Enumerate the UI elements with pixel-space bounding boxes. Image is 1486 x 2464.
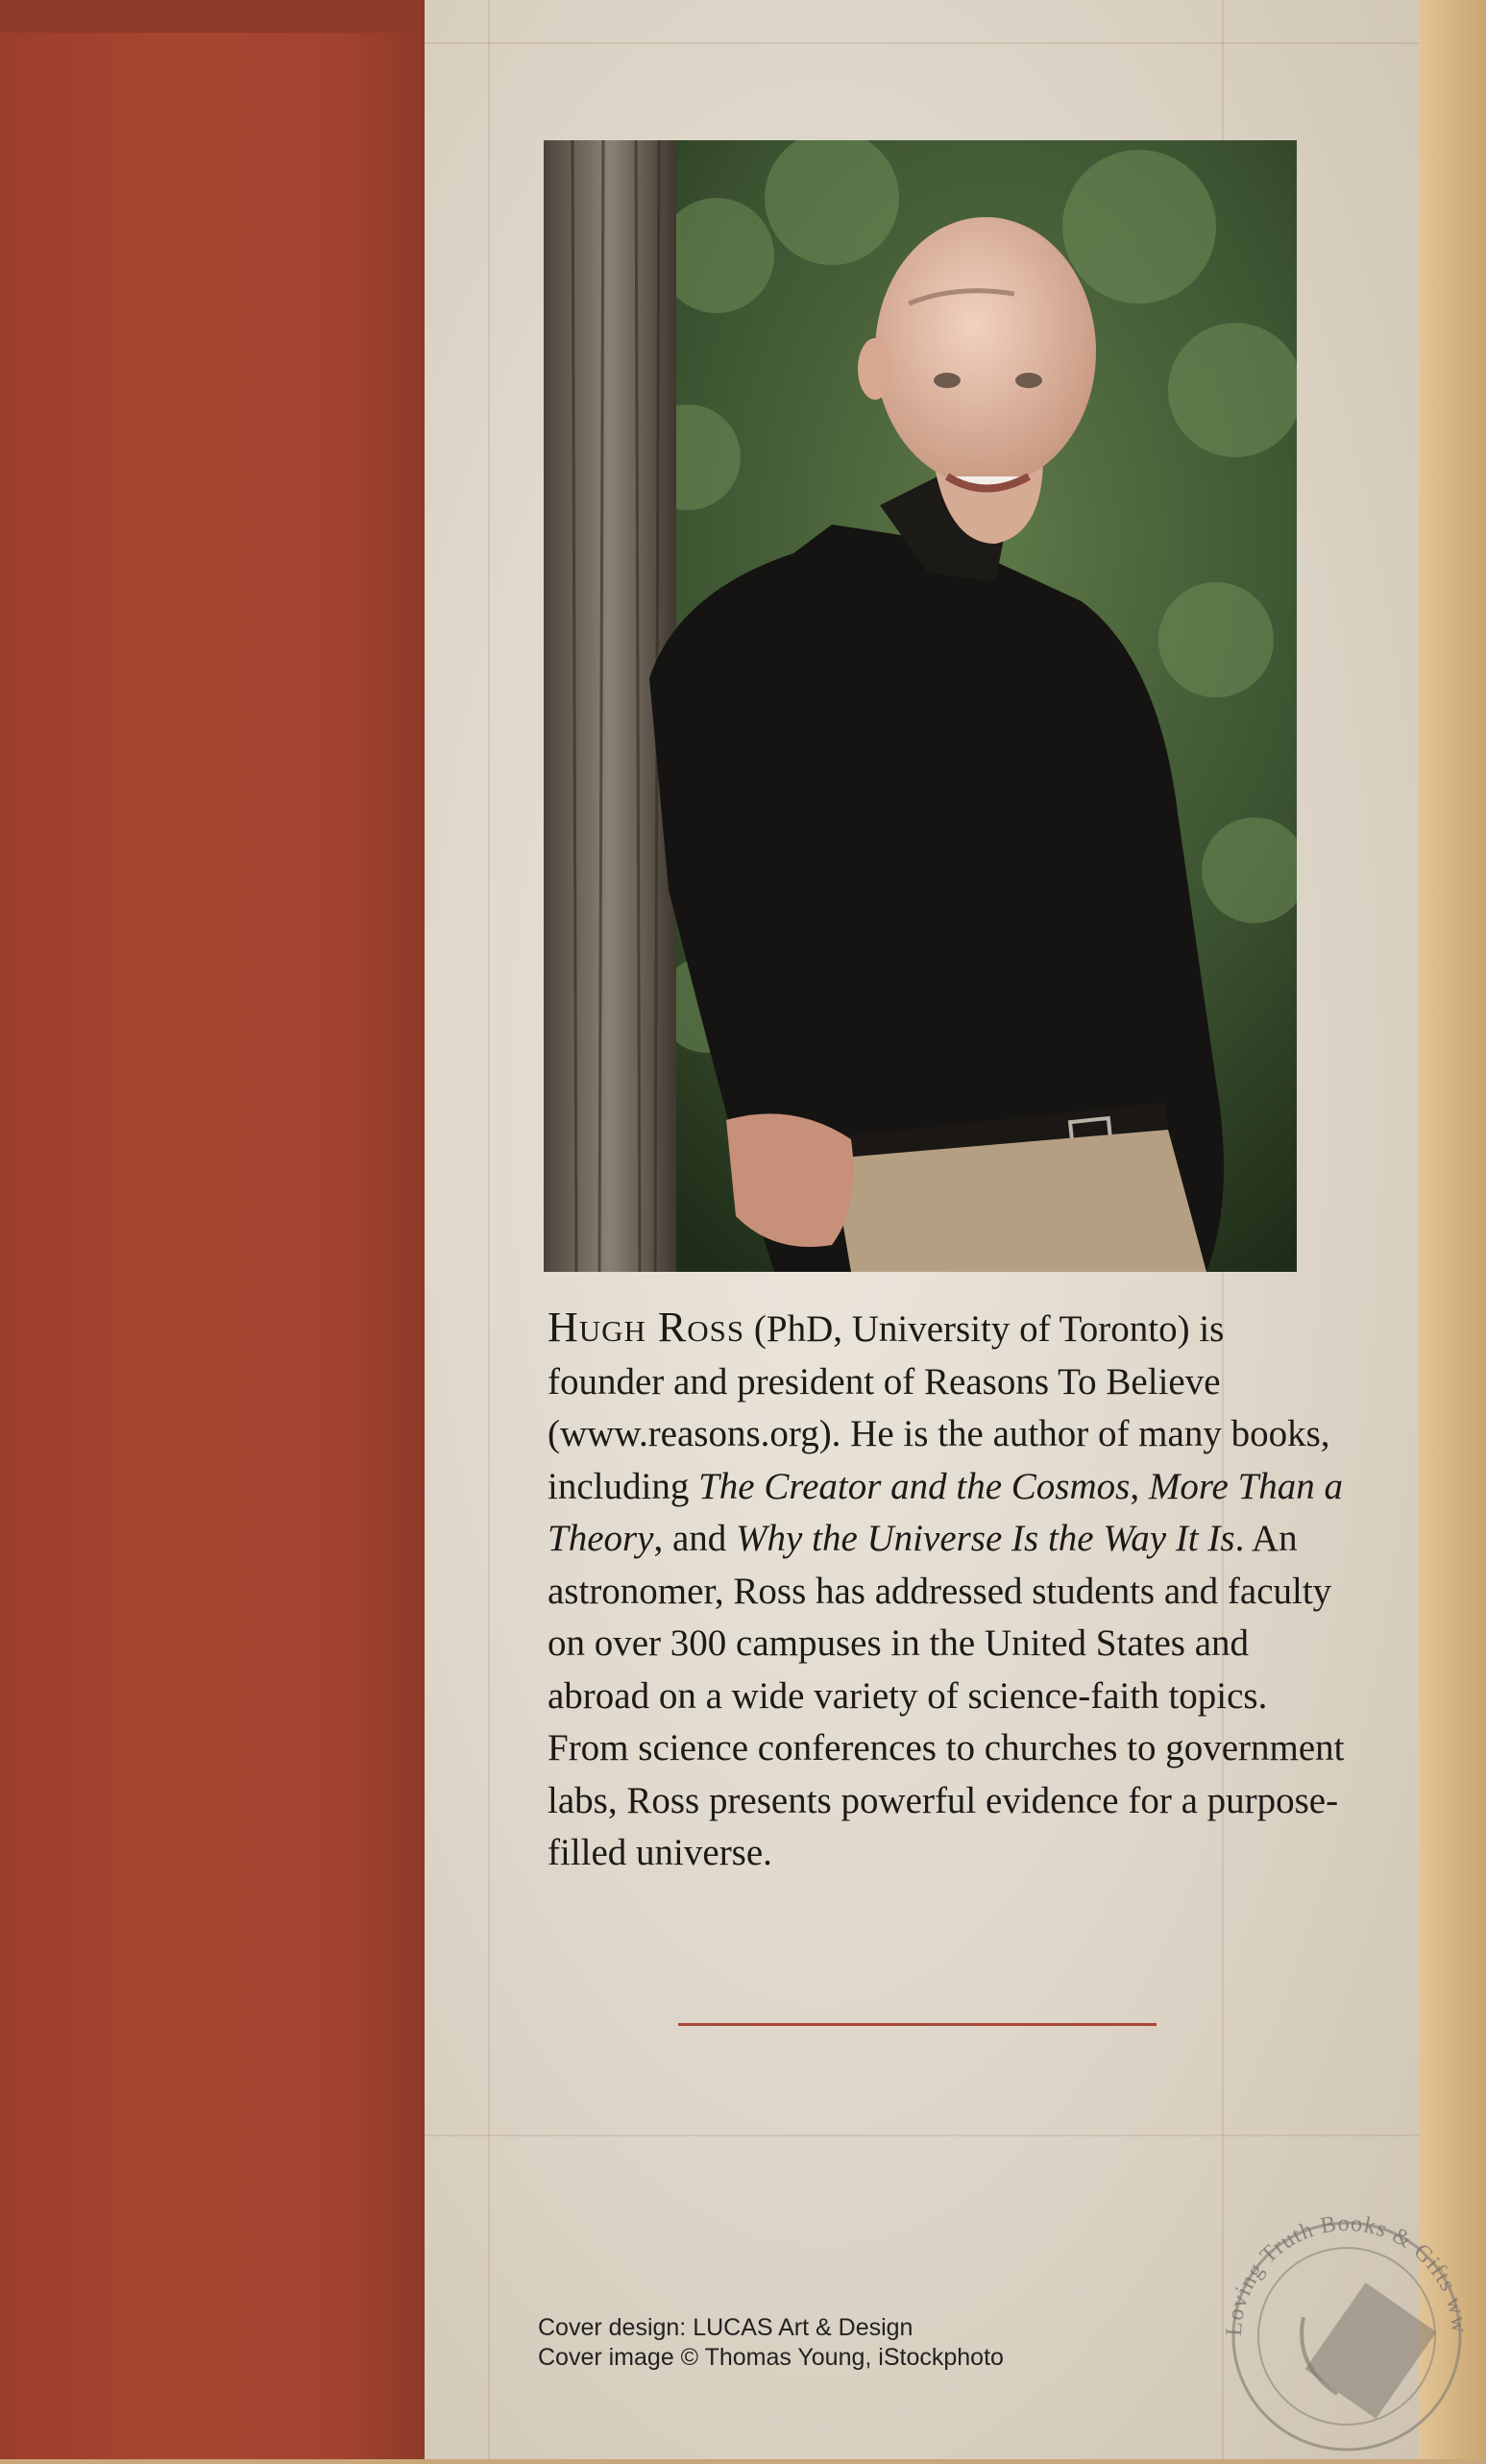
- book-spine: [0, 0, 425, 2459]
- cover-credits: [538, 2313, 1004, 2373]
- paper-texture-line: [488, 0, 490, 2459]
- book-title: The Creator and the Cosmos: [698, 1465, 1131, 1507]
- section-divider: [678, 2023, 1157, 2026]
- stamp-text: Loving Truth Books & Gifts ww: [1221, 2210, 1473, 2337]
- bio-text: ,: [1130, 1465, 1149, 1507]
- bio-text: . An astronomer, Ross has addressed students and faculty on over 300 campuses in the United States and abroad on a wide variety of science-faith topics. From science conferences to churches to government labs, Ross presents powerful evidence for a purpose-filled universe.: [548, 1518, 1345, 1873]
- paper-texture-line: [425, 42, 1419, 44]
- cover-design-credit: Cover design: LUCAS Art & Design: [538, 2314, 914, 2341]
- author-credential: (PhD, University of Toronto): [744, 1308, 1190, 1350]
- bio-text: is founder and president of Reasons To Believe (www.reasons.org). He is the author of many books, including: [548, 1308, 1330, 1507]
- author-name: Hugh Ross: [548, 1304, 745, 1351]
- book-title: More Than a Theory: [548, 1465, 1344, 1559]
- author-bio: [548, 1302, 1345, 1880]
- spine-top-band: [0, 0, 425, 33]
- paper-texture-line: [425, 2135, 1419, 2136]
- page-edge: [1419, 0, 1486, 2459]
- author-photo: [544, 140, 1297, 1272]
- cover-image-credit: Cover image © Thomas Young, iStockphoto: [538, 2344, 1004, 2371]
- book-title: Why the Universe Is the Way It Is: [736, 1518, 1235, 1559]
- bio-text: , and: [653, 1518, 737, 1559]
- store-stamp-logo: [1203, 2173, 1486, 2459]
